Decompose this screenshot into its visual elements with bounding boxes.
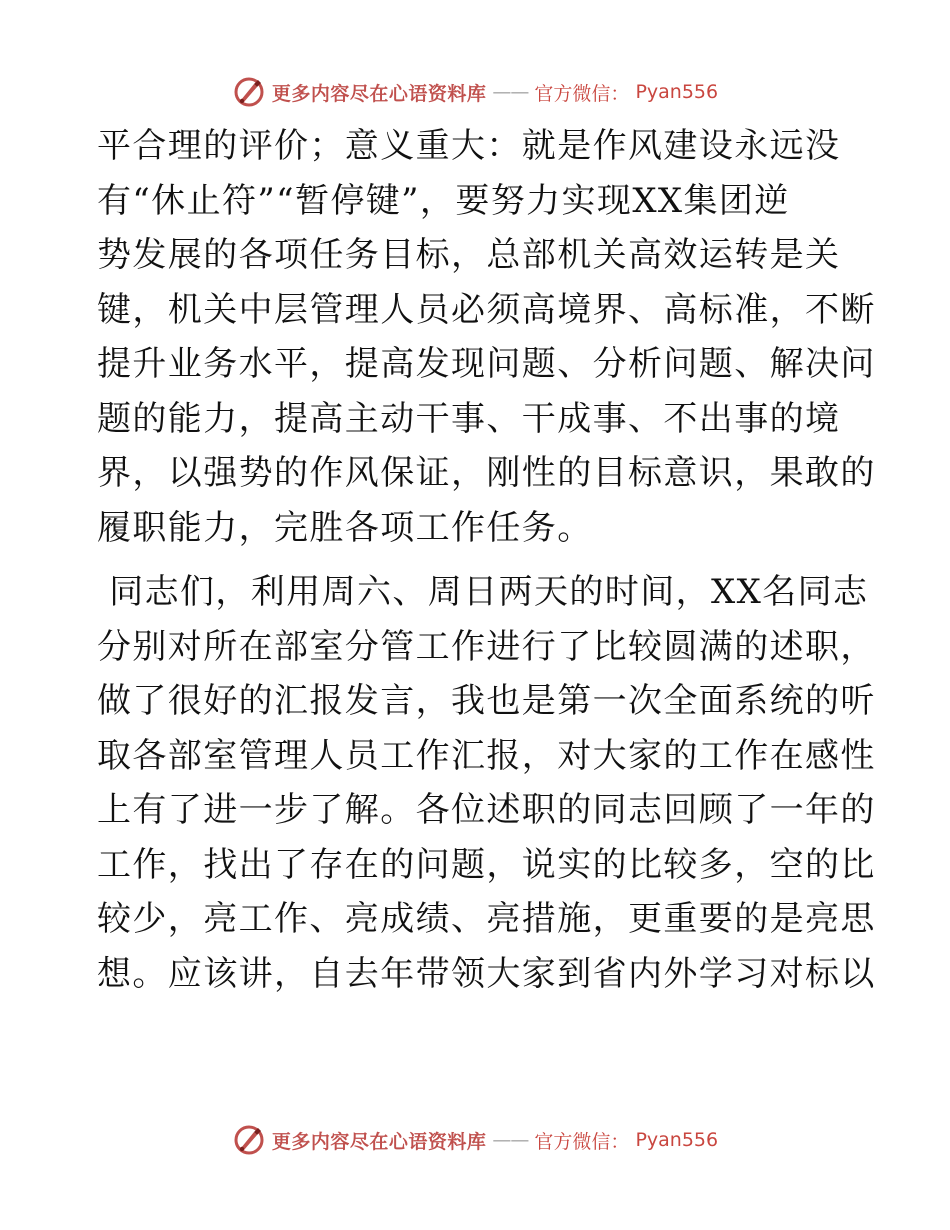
brush-pen-logo-icon [232,1123,266,1157]
text-line: 想。应该讲，自去年带领大家到省内外学习对标以 [97,953,876,994]
banner-title: 更多内容尽在心语资料库 [271,82,487,105]
header-banner-inner [232,75,718,109]
text-line: 键，机关中层管理人员必须高境界、高标准，不断 [97,289,876,330]
banner-contact-id: Pyan556 [635,81,719,103]
paragraph-2 [97,565,876,1001]
text-line: 上有了进一步了解。各位述职的同志回顾了一年的 [97,790,876,830]
text-line: 界，以强势的作风保证，刚性的目标意识，果敢的 [97,453,876,493]
text-line: 分别对所在部室分管工作进行了比较圆满的述职， [97,626,876,667]
text-line: 提升业务水平，提高发现问题、分析问题、解决问 [97,344,876,384]
text-line: 做了很好的汇报发言，我也是第一次全面系统的听 [97,681,876,721]
footer-banner-inner [232,1123,718,1157]
text-line: 取各部室管理人员工作汇报，对大家的工作在感性 [97,735,876,776]
document-body [97,119,876,1001]
banner-contact-id: Pyan556 [635,1129,719,1151]
banner-title: 更多内容尽在心语资料库 [271,1130,487,1153]
banner-contact-label: 官方微信： [534,82,630,105]
footer-banner [0,1118,950,1162]
banner-separator: —— [492,1129,529,1151]
text-line: 势发展的各项任务目标，总部机关高效运转是关 [97,235,841,275]
header-banner [0,70,950,114]
banner-contact-label: 官方微信： [534,1130,630,1153]
text-line: 同志们，利用周六、周日两天的时间，XX名同志 [97,572,869,612]
banner-separator: —— [492,81,529,103]
text-line: 工作，找出了存在的问题，说实的比较多，空的比 [97,844,876,885]
text-line: 较少，亮工作、亮成绩、亮措施，更重要的是亮思 [97,899,876,939]
brush-pen-logo-icon [232,75,266,109]
text-line: 履职能力，完胜各项工作任务。 [97,507,593,548]
text-line: 平合理的评价；意义重大：就是作风建设永远没 [97,126,841,166]
paragraph-1 [97,119,876,555]
text-line: 有“休止符”“暂停键”，要努力实现XX集团逆 [97,180,790,221]
text-line: 题的能力，提高主动干事、干成事、不出事的境 [97,398,841,439]
